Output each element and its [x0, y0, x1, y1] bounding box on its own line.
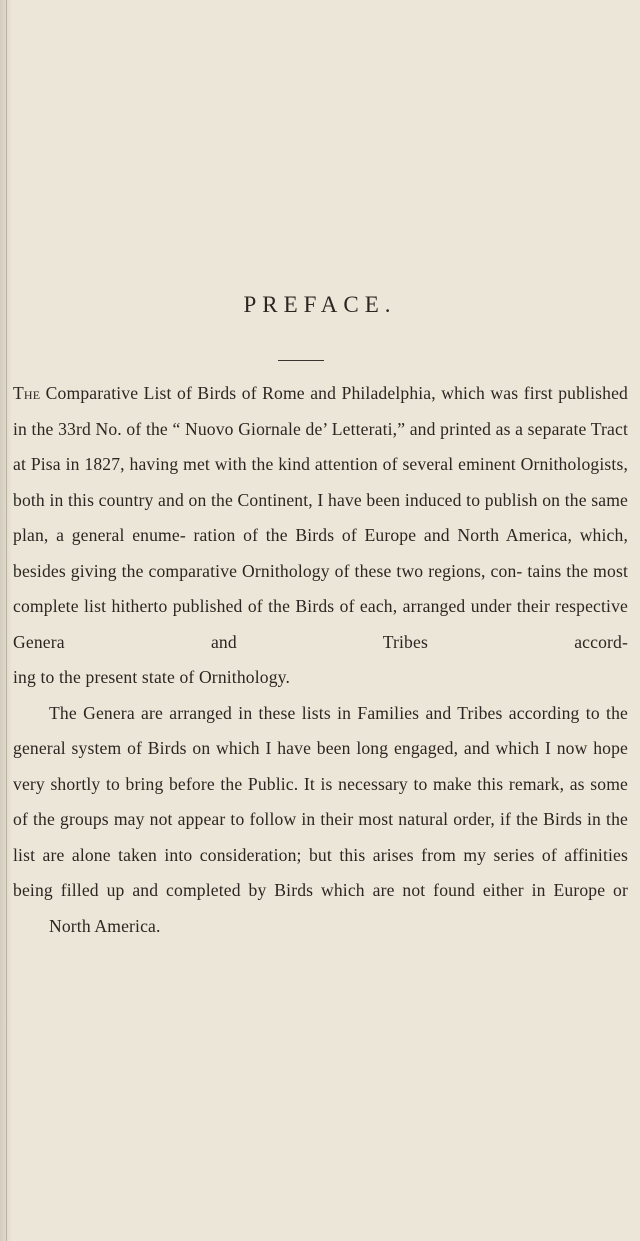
paragraph-2-last-line: North America. [49, 915, 161, 936]
paragraph-2 [13, 696, 628, 945]
paragraph-1 [13, 376, 628, 696]
paragraph-1-text: Comparative List of Birds of Rome and Philadelphia, which was first published in the 33rd No. of the “ Nuovo Giornale de’ Letterati,” and printed as a separate Tract at Pisa in 1827, having met with the kind attention of several eminent Ornithologists, both in this country and on the Continent, I have been induced to publish on the same plan, a general enume- ration of the Birds of Europe and North America, which, besides giving the comparative Ornithology of these two regions, con- tains the most complete list hitherto published of the Birds of each, arranged under their respective Genera and Tribes accord- [13, 383, 628, 652]
page-title: PREFACE. [243, 292, 397, 317]
body-text [13, 376, 628, 944]
binding-edge-line [6, 0, 7, 1241]
paragraph-2-text: The Genera are arranged in these lists in Families and Tribes according to the general system of Birds on which I have been long engaged, and which I now hope very shortly to bring before the Public. It is necessary to make this remark, as some of the groups may not appear to follow in their most natural order, if the Birds in the list are alone taken into consideration; but this arises from my series of affinities being filled up and completed by Birds which are not found either in Europe or [13, 702, 628, 900]
paragraph-1-last-line: ing to the present state of Ornithology. [13, 667, 291, 687]
paragraph-lead-word: The [13, 383, 41, 403]
title-rule [278, 360, 324, 361]
